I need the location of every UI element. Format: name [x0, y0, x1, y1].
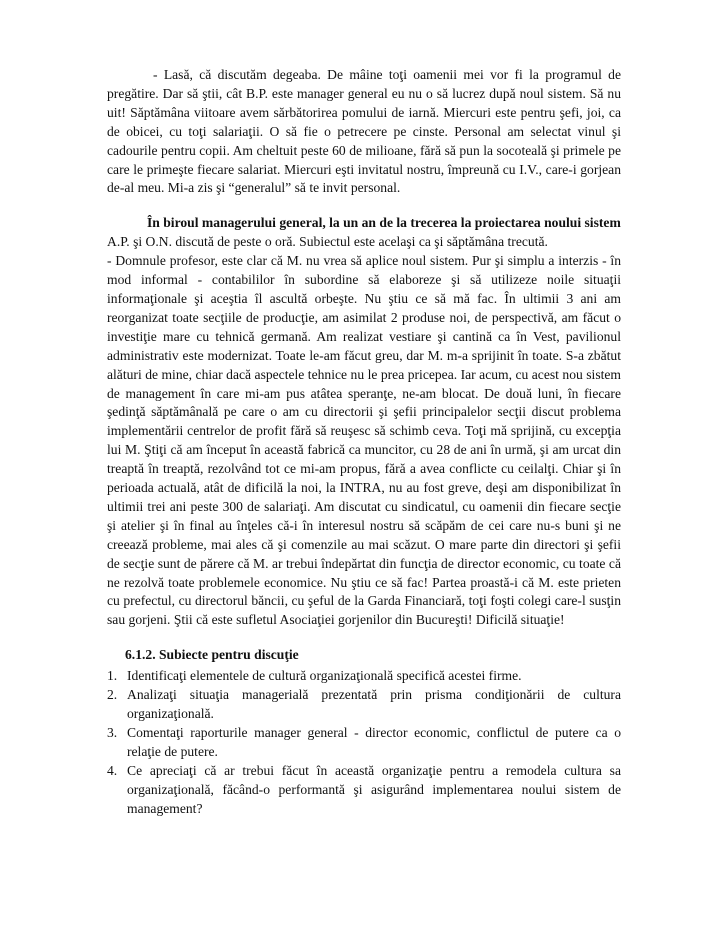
dialogue-paragraph-1: - Lasă, că discutăm degeaba. De mâine toţi oamenii mei vor fi la programul de pregătire. Dar să ştii, cât B.P. este manager general eu nu o să lucrez după noul sistem. Să nu uit! Săptămâna viitoare avem sărbătorirea pomului de iarnă. Miercuri este pentru şefi, joi, ca de obicei, cu toţi salariaţii. O să fie o petrecere pe cinste. Personal am selectat vinul şi cadourile pentru copii. Am cheltuit peste 60 de milioane, fără să pun la socoteală şi primele pe care le primeşte fiecare salariat. Miercuri eşti invitatul nostru, împreună cu I.V., care-i gorjean de-al meu. Mi-a zis şi “generalul” să te invit personal. — [107, 67, 621, 196]
list-item-number: 2. — [107, 687, 118, 703]
list-item-text: Analizaţi situaţia managerială prezentată prin prisma condiţionării de cultura organizaţională. — [127, 687, 621, 721]
dialogue-paragraph-2: - Domnule profesor, este clar că M. nu vrea să aplice noul sistem. Pur şi simplu a interzis - în mod informal - contabililor în subordine să elaboreze şi să utilizeze noile situaţii informaţionale şi aceştia îl ascultă orbeşte. Nu ştiu ce să mă fac. În ultimii 3 ani am reorganizat toate secţiile de producţie, am asimilat 2 produse noi, de perspectivă, am făcut o investiţie mare cu tehnică germană. Am realizat vestiare şi cantină ca în Vest, pavilionul administrativ este modernizat. Toate le-am făcut greu, dar M. m-a sprijinit în toate. S-a zbătut alături de mine, chiar dacă aspectele tehnice nu le prea pricepea. Iar acum, cu acest nou sistem de management în care mi-am pus atâtea speranţe, ne-am blocat. De două luni, în fiecare şedinţă săptămânală pe care o am cu directorii şi şefii principalelor secţii discut problema implementării centrelor de profit fără să reuşesc să schimb ceva. Toţi mă sprijină, cu excepţia lui M. Ştiţi că am început în această fabrică ca muncitor, cu 28 de ani în urmă, şi am urcat din treaptă în treaptă, rezolvând tot ce mi-am propus, fără a avea conflicte cu ceilalţi. Chiar şi în perioada actuală, atât de dificilă la noi, la INTRA, nu au fost greve, deşi am disponibilizat în ultimii trei ani peste 300 de salariaţi. Am discutat cu sindicatul, cu oamenii din fiecare secţie şi atelier şi în final au înţeles că-i în interesul nostru să scăpăm de cei care nu-s buni şi ne creează probleme, mai ales că şi comenzile au mai scăzut. O mare parte din directori şi şefii de secţie sunt de părere că M. ar trebui îndepărtat din funcţia de director economic, cu toate că ne rezolvă toate problemele economice. Nu ştiu ce să fac! Partea proastă-i că M. este prieten cu prefectul, cu directorul băncii, cu şeful de la Garda Financiară, toţi foşti colegi care-l susţin sau gorjeni. Ştii că este sufletul Asociaţiei gorjenilor din Bucureşti! Dificilă situaţie! — [107, 253, 621, 628]
list-item-text: Ce apreciaţi că ar trebui făcut în această organizaţie pentru a remodela cultura sa organizaţională, făcând-o performantă şi asigurând implementarea noului sistem de management? — [127, 762, 621, 816]
spacer — [107, 630, 621, 646]
list-item — [107, 724, 621, 762]
scene-intro-paragraph: A.P. şi O.N. discută de peste o oră. Subiectul este acelaşi ca şi săptămâna trecută. — [107, 234, 548, 250]
list-item-text: Comentaţi raporturile manager general - director economic, conflictul de putere ca o relaţie de putere. — [127, 724, 621, 759]
list-item — [107, 762, 621, 819]
spacer — [107, 198, 621, 214]
list-item-number: 4. — [107, 762, 118, 778]
list-item — [107, 667, 621, 686]
list-item-number: 1. — [107, 668, 118, 684]
discussion-questions-list — [107, 667, 621, 818]
list-item-number: 3. — [107, 724, 118, 740]
discussion-subheading: 6.1.2. Subiecte pentru discuţie — [125, 647, 299, 663]
scene-heading: În biroul managerului general, la un an de la trecerea la proiectarea noului sistem — [147, 215, 621, 231]
document-page — [107, 66, 621, 818]
list-item-text: Identificaţi elementele de cultură organizaţională specifică acestei firme. — [127, 668, 522, 684]
list-item — [107, 686, 621, 724]
